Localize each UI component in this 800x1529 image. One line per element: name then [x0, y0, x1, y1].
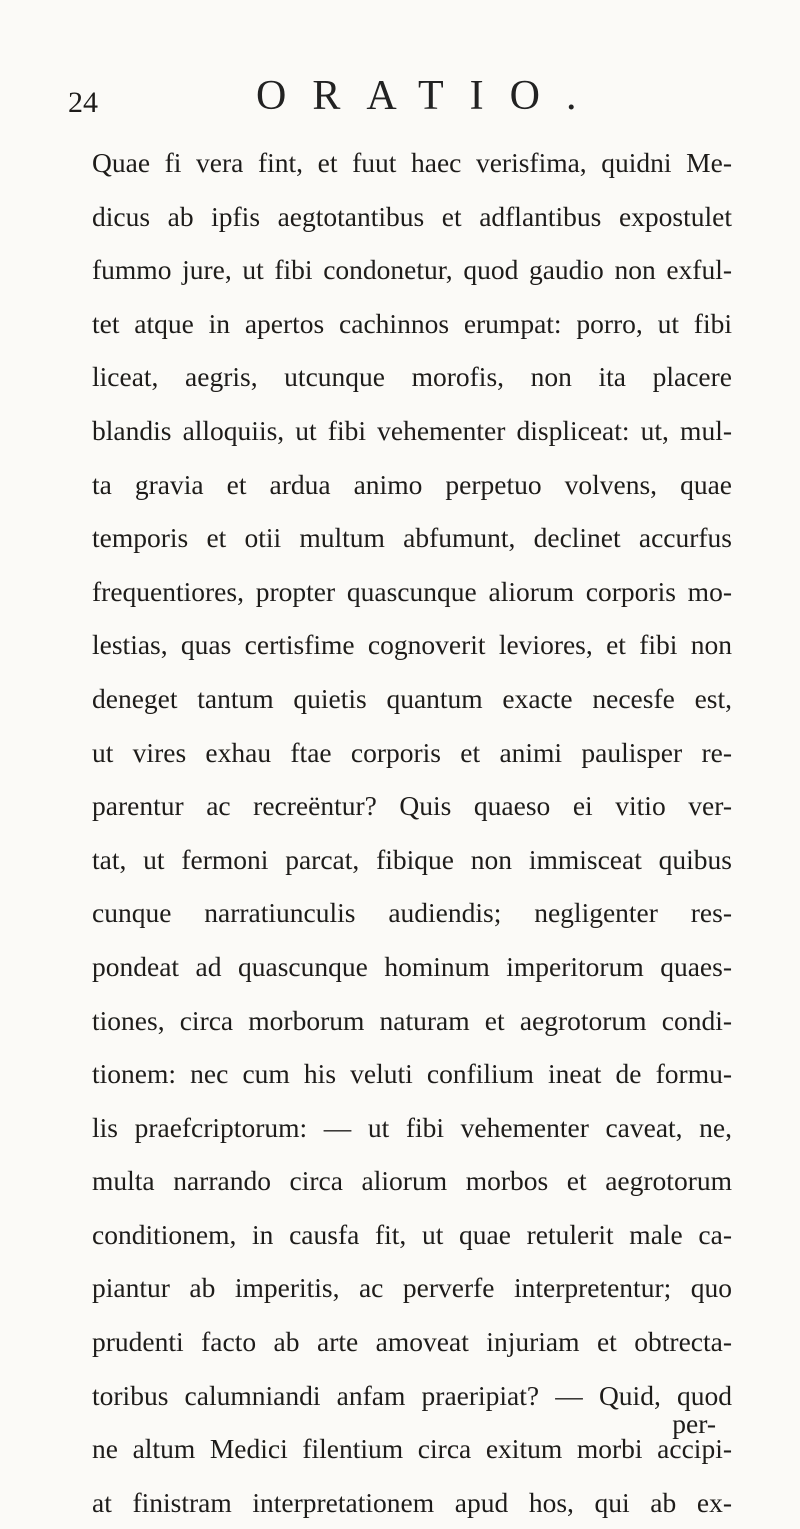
text-line: deneget tantum quietis quantum exacte necesfe est,	[92, 682, 732, 714]
text-line: dicus ab ipfis aegtotantibus et adflantibus expostulet	[92, 200, 732, 232]
text-line: tiones, circa morborum naturam et aegrotorum condi-	[92, 1004, 732, 1036]
text-line: piantur ab imperitis, ac perverfe interpretentur; quo	[92, 1272, 732, 1304]
text-line: frequentiores, propter quascunque aliorum corporis mo-	[92, 575, 732, 607]
text-line: at finistram interpretationem apud hos, qui ab ex-	[92, 1486, 732, 1518]
text-line: toribus calumniandi anfam praeripiat? — Quid, quod	[92, 1379, 732, 1411]
text-line: tet atque in apertos cachinnos erumpat: porro, ut fibi	[92, 307, 732, 339]
text-line: Quae fi vera fint, et fuut haec verisfima, quidni Me-	[92, 147, 732, 178]
text-line: pondeat ad quascunque hominum imperitorum quaes-	[92, 950, 732, 982]
text-line: liceat, aegris, utcunque morofis, non ita placere	[92, 361, 732, 393]
text-line: lis praefcriptorum: — ut fibi vehementer caveat, ne,	[92, 1111, 732, 1143]
text-line: lestias, quas certisfime cognoverit leviores, et fibi non	[92, 629, 732, 661]
body-text	[92, 136, 732, 1529]
text-line: temporis et otii multum abfumunt, declinet accurfus	[92, 522, 732, 554]
text-line: ta gravia et ardua animo perpetuo volvens, quae	[92, 468, 732, 500]
text-line: cunque narratiunculis audiendis; negligenter res-	[92, 897, 732, 929]
text-line: parentur ac recreëntur? Quis quaeso ei vitio ver-	[92, 790, 732, 822]
text-line: conditionem, in causfa fit, ut quae retulerit male ca-	[92, 1218, 732, 1250]
text-line: ne altum Medici filentium circa exitum morbi accipi-	[92, 1433, 732, 1465]
text-line: fummo jure, ut fibi condonetur, quod gaudio non exful-	[92, 254, 732, 286]
catchword: per-	[672, 1408, 716, 1439]
text-line: tat, ut fermoni parcat, fibique non immisceat quibus	[92, 843, 732, 875]
text-line: ut vires exhau ftae corporis et animi paulisper re-	[92, 736, 732, 768]
page-number: 24	[68, 86, 98, 119]
text-line: multa narrando circa aliorum morbos et aegrotorum	[92, 1165, 732, 1197]
running-title: ORATIO.	[256, 73, 603, 119]
text-line: prudenti facto ab arte amoveat injuriam et obtrecta-	[92, 1326, 732, 1358]
text-line: tionem: nec cum his veluti confilium ineat de formu-	[92, 1058, 732, 1090]
text-line: blandis alloquiis, ut fibi vehementer displiceat: ut, mul-	[92, 414, 732, 446]
